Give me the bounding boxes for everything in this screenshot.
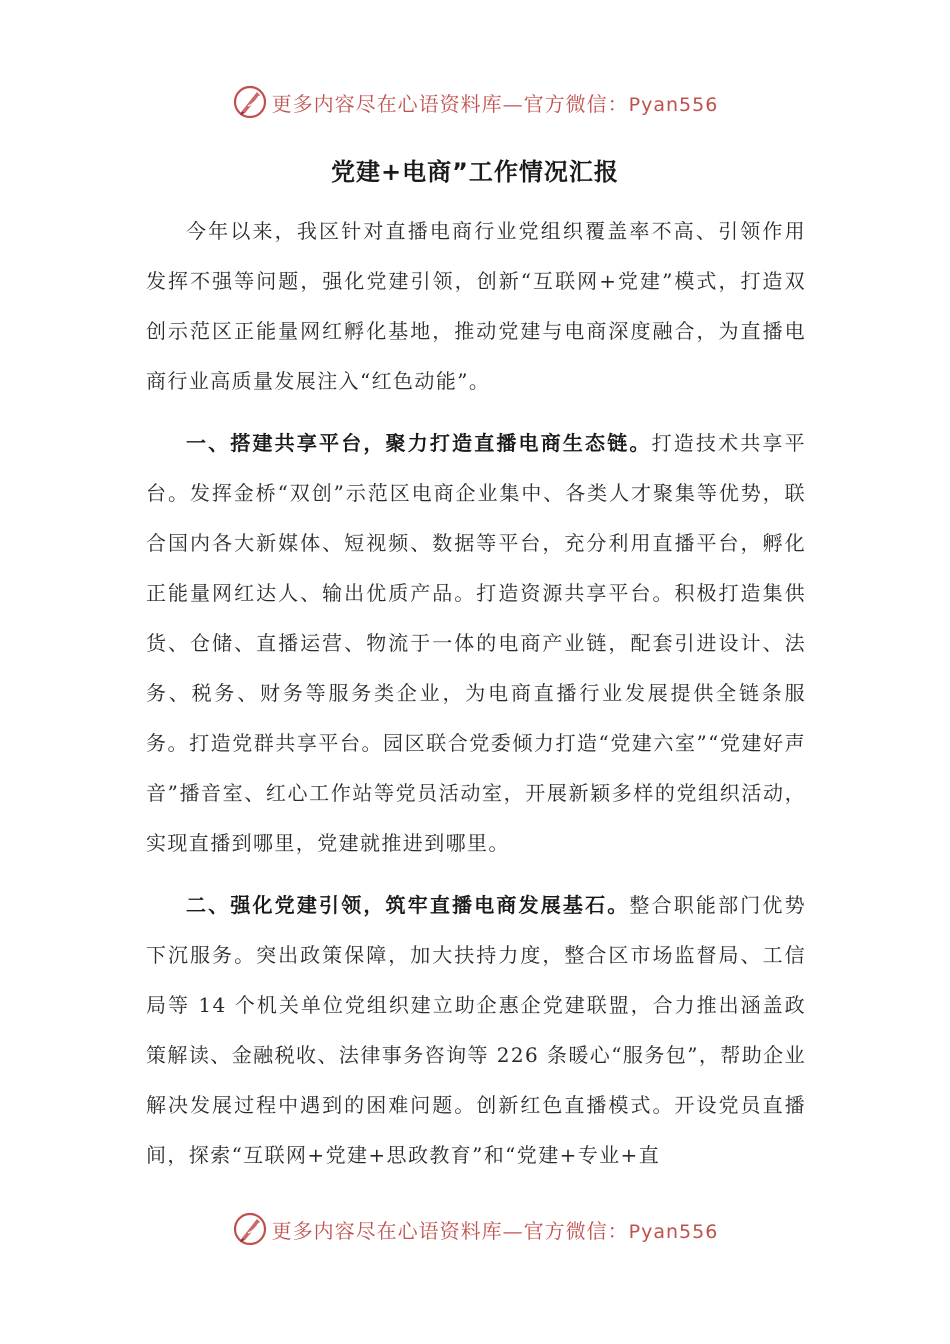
paragraph-section-2 bbox=[146, 880, 806, 1180]
paragraph-text: 整合职能部门优势下沉服务。突出政策保障，加大扶持力度，整合区市场监督局、工信局等 14 个机关单位党组织建立助企惠企党建联盟，合力推出涵盖政策解读、金融税收、法律事务咨询等 226 条暖心“服务包”，帮助企业解决发展过程中遇到的困难问题。创新红色直播模式。开设党员直播间，探索“互联网+党建+思政教育”和“党建+专业+直 bbox=[146, 893, 806, 1167]
watermark-wechat-id: Pyan556 bbox=[628, 1220, 719, 1243]
watermark-banner-bottom bbox=[0, 1207, 950, 1251]
watermark-wechat-id: Pyan556 bbox=[628, 93, 719, 116]
document-body bbox=[146, 206, 806, 1192]
watermark-text bbox=[272, 88, 719, 117]
paragraph-intro bbox=[146, 206, 806, 406]
watermark-label: 更多内容尽在心语资料库—官方微信： bbox=[271, 91, 629, 116]
watermark-banner-top bbox=[0, 80, 950, 124]
paragraph-section-1 bbox=[146, 418, 806, 868]
document-title: 党建+电商”工作情况汇报 bbox=[331, 158, 619, 186]
paragraph-text: 今年以来，我区针对直播电商行业党组织覆盖率不高、引领作用发挥不强等问题，强化党建引领，创新“互联网+党建”模式，打造双创示范区正能量网红孵化基地，推动党建与电商深度融合，为直播电商行业高质量发展注入“红色动能”。 bbox=[146, 219, 806, 393]
quill-pen-logo-icon bbox=[232, 84, 268, 120]
quill-pen-logo-icon bbox=[232, 1211, 268, 1247]
watermark-label: 更多内容尽在心语资料库—官方微信： bbox=[271, 1218, 629, 1243]
watermark-text bbox=[272, 1215, 719, 1244]
paragraph-text: 打造技术共享平台。发挥金桥“双创”示范区电商企业集中、各类人才聚集等优势，联合国内各大新媒体、短视频、数据等平台，充分利用直播平台，孵化正能量网红达人、输出优质产品。打造资源共享平台。积极打造集供货、仓储、直播运营、物流于一体的电商产业链，配套引进设计、法务、税务、财务等服务类企业，为电商直播行业发展提供全链条服务。打造党群共享平台。园区联合党委倾力打造“党建六室”“党建好声音”播音室、红心工作站等党员活动室，开展新颖多样的党组织活动，实现直播到哪里，党建就推进到哪里。 bbox=[146, 431, 806, 855]
section-heading: 二、强化党建引领，筑牢直播电商发展基石。 bbox=[186, 893, 630, 917]
section-heading: 一、搭建共享平台，聚力打造直播电商生态链。 bbox=[186, 431, 652, 455]
